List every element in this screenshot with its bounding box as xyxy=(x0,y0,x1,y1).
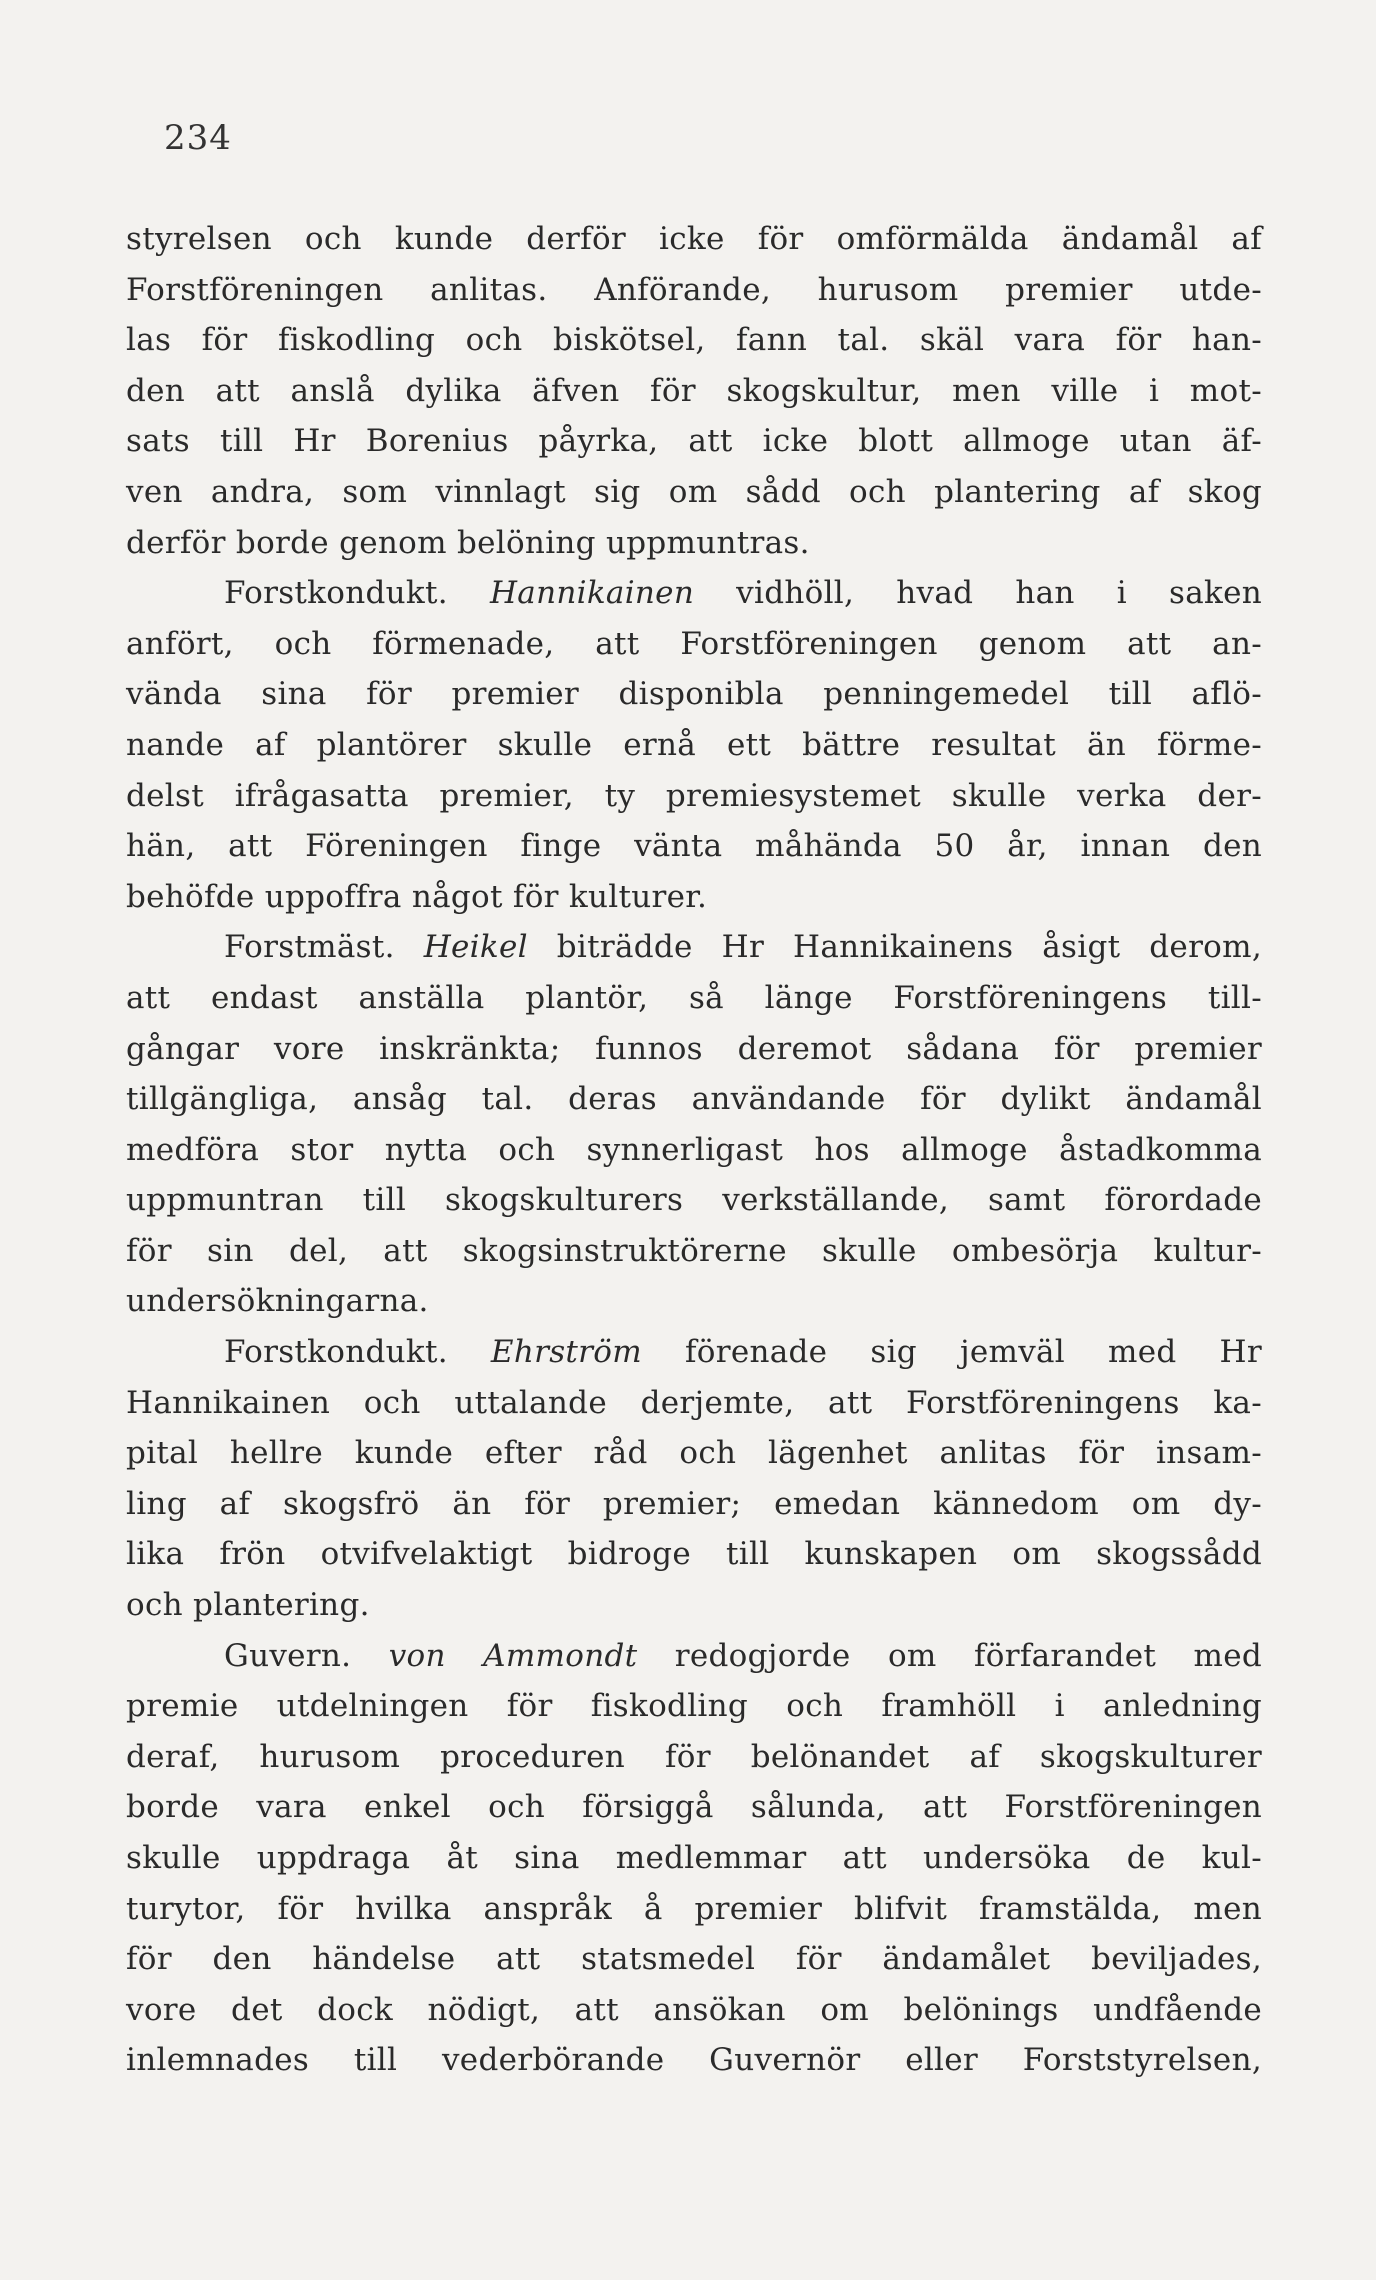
text-line xyxy=(126,1327,1262,1378)
text-line: lika frön otvifvelaktigt bidroge till kunskapen om skogssådd xyxy=(126,1536,1262,1573)
text-line: uppmuntran till skogskulturers verkställande, samt förordade xyxy=(126,1182,1262,1219)
speaker-name: von Ammondt xyxy=(388,1637,638,1674)
text-line: ven andra, som vinnlagt sig om sådd och plantering af skog xyxy=(126,473,1262,510)
text-line: skulle uppdraga åt sina medlemmar att undersöka de kul- xyxy=(126,1840,1262,1876)
text-line: inlemnades till vederbörande Guvernör eller Forststyrelsen, xyxy=(126,2042,1262,2079)
text-line: turytor, för hvilka anspråk å premier blifvit framstälda, men xyxy=(126,1890,1262,1927)
text-line xyxy=(126,922,1262,973)
speaker-title: Forstkondukt. xyxy=(224,1334,491,1371)
text-line: gångar vore inskränkta; funnos deremot sådana för premier xyxy=(126,1030,1262,1067)
text-line: delst ifrågasatta premier, ty premiesystemet skulle verka der- xyxy=(126,777,1262,814)
line-continuation: biträdde Hr Hannikainens åsigt derom, xyxy=(527,929,1262,966)
text-line xyxy=(126,568,1262,619)
text-line: derför borde genom belöning uppmuntras. xyxy=(126,524,810,561)
text-line: Forstföreningen anlitas. Anförande, hurusom premier utde- xyxy=(126,271,1262,308)
text-line: tillgängliga, ansåg tal. deras användande för dylikt ändamål xyxy=(126,1081,1262,1118)
text-line: att endast anställa plantör, så länge Forstföreningens till- xyxy=(126,979,1262,1016)
text-line: deraf, hurusom proceduren för belönandet af skogskulturer xyxy=(126,1738,1262,1775)
text-line: las för fiskodling och biskötsel, fann tal. skäl vara för han- xyxy=(126,322,1262,359)
text-line: medföra stor nytta och synnerligast hos allmoge åstadkomma xyxy=(126,1131,1262,1168)
speaker-name: Ehrström xyxy=(490,1334,642,1371)
text-line: och plantering. xyxy=(126,1587,370,1624)
text-line: behöfde uppoffra något för kulturer. xyxy=(126,878,708,915)
text-line: borde vara enkel och försiggå sålunda, att Forstföreningen xyxy=(126,1789,1262,1826)
line-continuation: redogjorde om förfarandet med xyxy=(637,1637,1263,1674)
text-line xyxy=(126,1631,1262,1682)
page-number: 234 xyxy=(164,118,232,158)
text-line: för sin del, att skogsinstruktörerne skulle ombesörja kultur- xyxy=(126,1232,1262,1269)
text-line: styrelsen och kunde derför icke för omförmälda ändamål af xyxy=(126,221,1262,257)
text-line: Hannikainen och uttalande derjemte, att Forstföreningens ka- xyxy=(126,1384,1262,1421)
text-line: vända sina för premier disponibla penningemedel till aflö- xyxy=(126,676,1262,713)
text-line: vore det dock nödigt, att ansökan om belönings undfående xyxy=(126,1991,1262,2028)
speaker-name: Heikel xyxy=(423,929,528,966)
speaker-name: Hannikainen xyxy=(489,575,695,612)
body-text xyxy=(126,214,1262,2086)
speaker-title: Forstmäst. xyxy=(224,929,424,966)
line-continuation: förenade sig jemväl med Hr xyxy=(641,1334,1262,1371)
text-line: undersökningarna. xyxy=(126,1283,429,1320)
text-line: den att anslå dylika äfven för skogskultur, men ville i mot- xyxy=(126,372,1262,409)
line-continuation: vidhöll, hvad han i saken xyxy=(694,575,1263,612)
text-line: pital hellre kunde efter råd och lägenhet anlitas för insam- xyxy=(126,1435,1262,1472)
text-line: anfört, och förmenade, att Forstföreningen genom att an- xyxy=(126,625,1262,662)
speaker-title: Forstkondukt. xyxy=(224,575,490,612)
speaker-title: Guvern. xyxy=(224,1637,389,1674)
text-line: sats till Hr Borenius påyrka, att icke blott allmoge utan äf- xyxy=(126,423,1262,460)
text-line: ling af skogsfrö än för premier; emedan kännedom om dy- xyxy=(126,1485,1262,1522)
text-line: nande af plantörer skulle ernå ett bättre resultat än förme- xyxy=(126,726,1262,763)
text-line: premie utdelningen för fiskodling och framhöll i anledning xyxy=(126,1688,1262,1725)
text-line: för den händelse att statsmedel för ändamålet beviljades, xyxy=(126,1941,1262,1978)
text-line: hän, att Föreningen finge vänta måhända 50 år, innan den xyxy=(126,828,1262,865)
